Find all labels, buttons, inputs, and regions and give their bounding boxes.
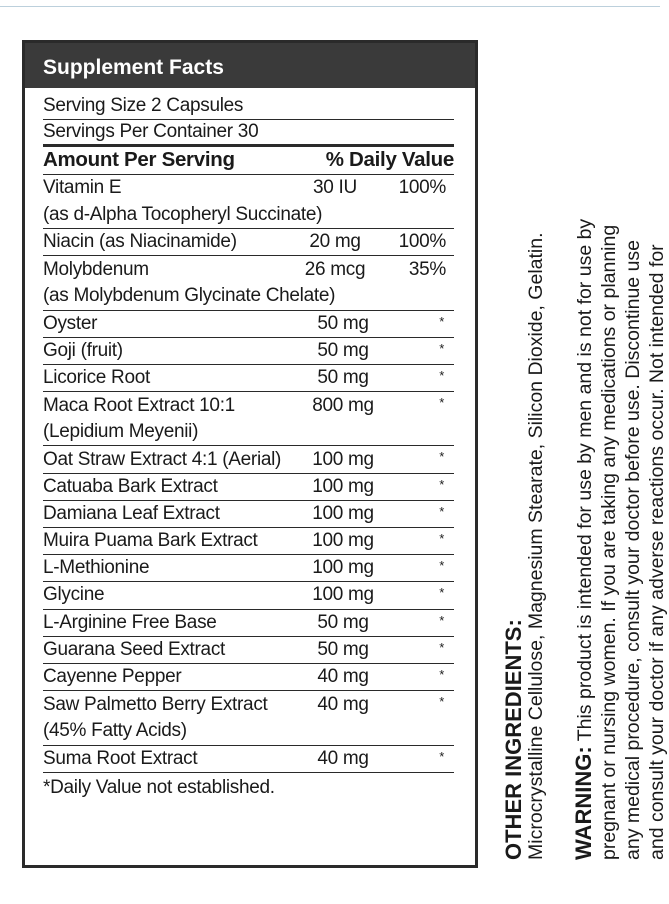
nutrient-amount: 100 mg bbox=[312, 530, 374, 552]
nutrient-name: Molybdenum bbox=[43, 258, 149, 280]
nutrient-name: Vitamin E bbox=[43, 177, 122, 199]
nutrient-daily-value: 100% bbox=[398, 177, 446, 199]
nutrient-row bbox=[43, 338, 454, 365]
nutrient-amount: 800 mg bbox=[312, 394, 374, 416]
nutrient-name: Oat Straw Extract 4:1 (Aerial) bbox=[43, 448, 282, 470]
warning-line-1: WARNING: This product is intended for use by men and is not for use by bbox=[571, 218, 596, 860]
nutrient-amount: 50 mg bbox=[317, 366, 369, 388]
nutrient-row bbox=[43, 691, 454, 718]
nutrient-daily-value: * bbox=[439, 639, 444, 655]
nutrient-row bbox=[43, 446, 454, 473]
warning-title: WARNING: bbox=[571, 746, 596, 860]
nutrient-amount: 30 IU bbox=[313, 177, 357, 199]
nutrient-daily-value: 100% bbox=[398, 231, 446, 253]
other-ingredients-block bbox=[502, 100, 547, 860]
nutrient-row bbox=[43, 229, 454, 256]
serving-size: Serving Size 2 Capsules bbox=[43, 93, 454, 120]
nutrient-source: (45% Fatty Acids) bbox=[43, 720, 187, 742]
nutrient-daily-value: * bbox=[439, 558, 444, 574]
warning-line-3: any medical procedure, consult your doctor before use. Discontinue use bbox=[622, 239, 644, 860]
nutrient-daily-value: * bbox=[439, 449, 444, 465]
nutrient-source: (Lepidium Meyenii) bbox=[43, 421, 199, 443]
nutrient-row bbox=[43, 501, 454, 528]
nutrient-name: Saw Palmetto Berry Extract bbox=[43, 693, 268, 715]
nutrient-row bbox=[43, 365, 454, 392]
warning-line-4: and consult your doctor if any adverse reactions occur. Not intended for bbox=[646, 244, 668, 860]
nutrient-amount: 50 mg bbox=[317, 611, 369, 633]
servings-per-container: Servings Per Container 30 bbox=[43, 120, 454, 147]
nutrient-source: (as Molybdenum Glycinate Chelate) bbox=[43, 285, 336, 307]
nutrient-amount: 100 mg bbox=[312, 557, 374, 579]
nutrient-name: Muira Puama Bark Extract bbox=[43, 530, 258, 552]
nutrient-daily-value: * bbox=[439, 367, 444, 383]
nutrient-name: Damiana Leaf Extract bbox=[43, 502, 220, 524]
nutrient-row bbox=[43, 555, 454, 582]
nutrient-amount: 50 mg bbox=[317, 339, 369, 361]
column-header-row bbox=[43, 147, 454, 174]
nutrient-name: Oyster bbox=[43, 312, 98, 334]
nutrient-amount: 100 mg bbox=[312, 502, 374, 524]
nutrient-daily-value: * bbox=[439, 666, 444, 682]
nutrient-daily-value: * bbox=[439, 585, 444, 601]
nutrient-name: Catuaba Bark Extract bbox=[43, 475, 218, 497]
nutrient-daily-value: * bbox=[439, 694, 444, 710]
nutrient-row bbox=[43, 746, 454, 773]
footnote: *Daily Value not established. bbox=[43, 776, 275, 798]
nutrient-amount: 100 mg bbox=[312, 584, 374, 606]
nutrient-row bbox=[43, 664, 454, 691]
nutrient-amount: 40 mg bbox=[317, 666, 369, 688]
supplement-facts-panel bbox=[22, 40, 478, 868]
nutrient-source: (as d-Alpha Tocopheryl Succinate) bbox=[43, 203, 323, 225]
nutrient-daily-value: 35% bbox=[408, 258, 446, 280]
nutrient-amount: 40 mg bbox=[317, 693, 369, 715]
nutrient-daily-value: * bbox=[439, 503, 444, 519]
nutrient-rows bbox=[43, 175, 454, 773]
nutrient-amount: 26 mcg bbox=[304, 258, 366, 280]
nutrient-amount: 20 mg bbox=[309, 231, 361, 253]
nutrient-name: Niacin (as Niacinamide) bbox=[43, 231, 237, 253]
daily-value-header: % Daily Value bbox=[325, 148, 454, 172]
nutrient-daily-value: * bbox=[439, 395, 444, 411]
nutrient-daily-value: * bbox=[439, 476, 444, 492]
nutrient-amount: 40 mg bbox=[317, 747, 369, 769]
nutrient-amount: 50 mg bbox=[317, 312, 369, 334]
nutrient-name: Guarana Seed Extract bbox=[43, 638, 225, 660]
nutrient-daily-value: * bbox=[439, 531, 444, 546]
nutrient-amount: 50 mg bbox=[317, 638, 369, 660]
nutrient-row bbox=[43, 175, 454, 202]
amount-per-serving-header: Amount Per Serving bbox=[43, 148, 235, 172]
nutrient-name: L-Methionine bbox=[43, 557, 150, 579]
panel-title: Supplement Facts bbox=[25, 43, 475, 88]
warning-line-2: pregnant or nursing women. If you are taking any medications or planning bbox=[598, 224, 620, 860]
nutrient-name: Suma Root Extract bbox=[43, 747, 198, 769]
nutrient-name: L-Arginine Free Base bbox=[43, 611, 217, 633]
nutrient-row bbox=[43, 610, 454, 637]
nutrient-daily-value: * bbox=[439, 748, 444, 764]
nutrient-row bbox=[43, 582, 454, 609]
other-ingredients-title: OTHER INGREDIENTS: bbox=[501, 619, 526, 860]
warning-block bbox=[572, 100, 669, 860]
nutrient-name: Goji (fruit) bbox=[43, 339, 123, 361]
nutrient-subline bbox=[43, 283, 454, 310]
nutrient-amount: 100 mg bbox=[312, 475, 374, 497]
nutrient-name: Cayenne Pepper bbox=[43, 666, 182, 688]
nutrient-daily-value: * bbox=[439, 313, 444, 329]
nutrient-row bbox=[43, 637, 454, 664]
panel-body bbox=[25, 88, 475, 801]
nutrient-name: Maca Root Extract 10:1 bbox=[43, 394, 235, 416]
nutrient-name: Glycine bbox=[43, 584, 105, 606]
top-border-line bbox=[0, 6, 660, 7]
nutrient-row bbox=[43, 256, 454, 283]
nutrient-row bbox=[43, 474, 454, 501]
nutrient-daily-value: * bbox=[439, 612, 444, 628]
nutrient-row bbox=[43, 392, 454, 419]
nutrient-name: Licorice Root bbox=[43, 366, 150, 388]
nutrient-row bbox=[43, 311, 454, 338]
nutrient-row bbox=[43, 528, 454, 555]
nutrient-subline bbox=[43, 718, 454, 745]
nutrient-subline bbox=[43, 419, 454, 446]
other-ingredients-text: Microcrystalline Cellulose, Magnesium Stearate, Silicon Dioxide, Gelatin. bbox=[525, 232, 547, 860]
nutrient-daily-value: * bbox=[439, 340, 444, 356]
nutrient-subline bbox=[43, 202, 454, 229]
nutrient-amount: 100 mg bbox=[312, 448, 374, 470]
